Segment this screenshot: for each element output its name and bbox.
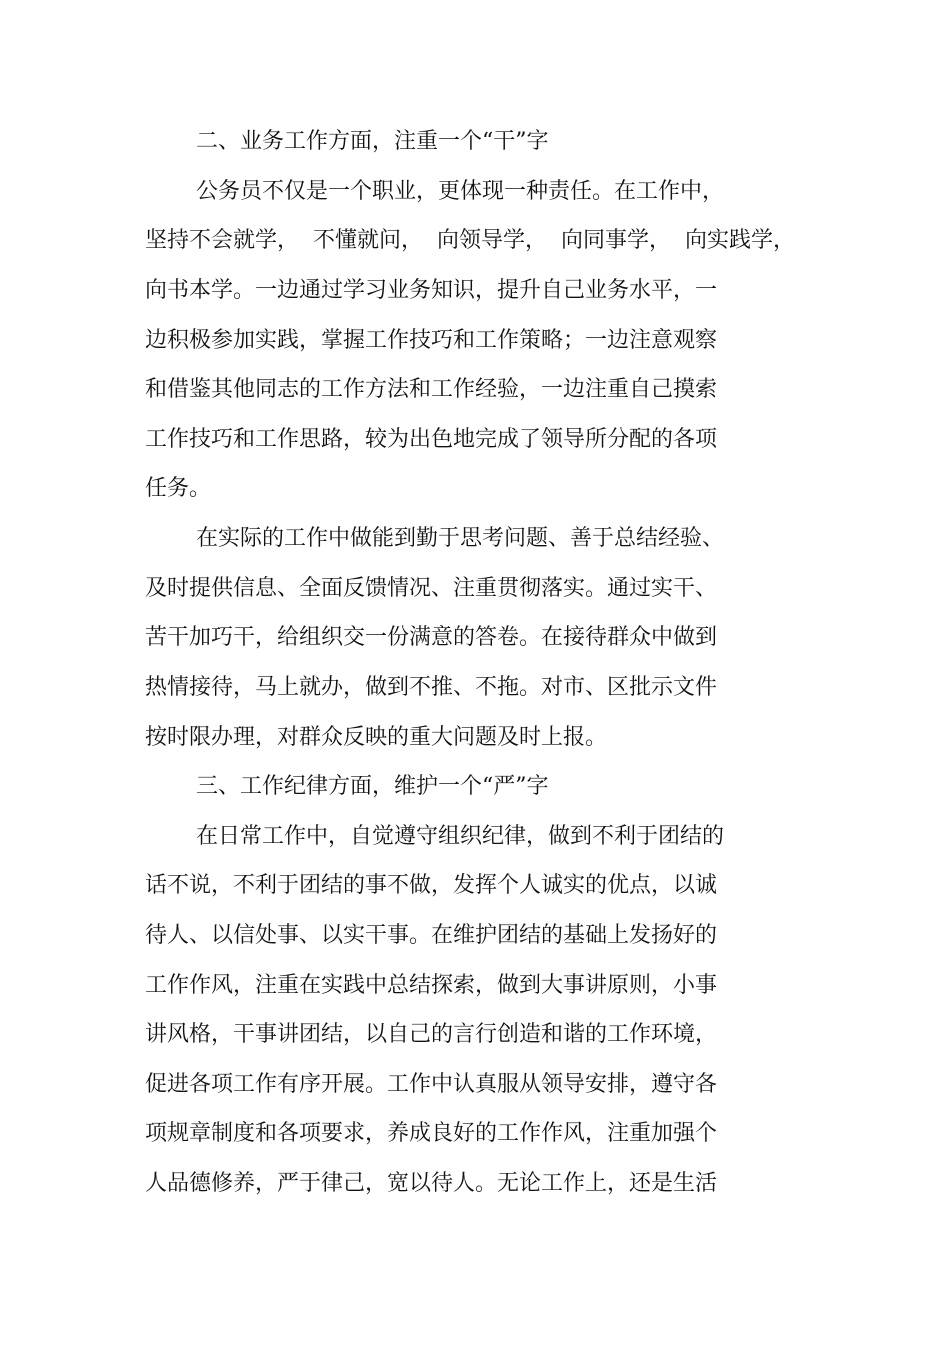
paragraph-line: 工作作风，注重在实践中总结探索，做到大事讲原则，小事 xyxy=(145,973,718,998)
paragraph-line: 及时提供信息、全面反馈情况、注重贯彻落实。通过实干、 xyxy=(145,576,718,601)
paragraph-line: 苦干加巧干，给组织交一份满意的答卷。在接待群众中做到 xyxy=(145,625,718,650)
paragraph-line: 向书本学。一边通过学习业务知识，提升自己业务水平，一 xyxy=(145,278,718,303)
paragraph-line: 工作技巧和工作思路，较为出色地完成了领导所分配的各项 xyxy=(145,427,718,452)
section-heading-business: 二、业务工作方面，注重一个“干”字 xyxy=(196,129,549,154)
paragraph-line: 讲风格，干事讲团结，以自己的言行创造和谐的工作环境， xyxy=(145,1022,718,1047)
paragraph-line: 在日常工作中，自觉遵守组织纪律，做到不利于团结的 xyxy=(196,824,725,849)
paragraph-line: 在实际的工作中做能到勤于思考问题、善于总结经验、 xyxy=(196,526,725,551)
paragraph-line: 任务。 xyxy=(145,476,212,501)
paragraph-line: 话不说，不利于团结的事不做，发挥个人诚实的优点，以诚 xyxy=(145,873,718,898)
paragraph-line: 项规章制度和各项要求，养成良好的工作作风，注重加强个 xyxy=(145,1121,718,1146)
paragraph-line: 按时限办理，对群众反映的重大问题及时上报。 xyxy=(145,725,608,750)
paragraph-line: 公务员不仅是一个职业，更体现一种责任。在工作中， xyxy=(196,179,725,204)
paragraph-line: 边积极参加实践，掌握工作技巧和工作策略；一边注意观察 xyxy=(145,328,718,353)
paragraph-line: 待人、以信处事、以实干事。在维护团结的基础上发扬好的 xyxy=(145,923,718,948)
paragraph-line: 坚持不会就学， 不懂就问， 向领导学， 向同事学， 向实践学， xyxy=(145,228,795,253)
section-heading-discipline: 三、工作纪律方面，维护一个“严”字 xyxy=(196,774,549,799)
paragraph-line: 热情接待，马上就办，做到不推、不拖。对市、区批示文件 xyxy=(145,675,718,700)
paragraph-line: 和借鉴其他同志的工作方法和工作经验，一边注重自己摸索 xyxy=(145,377,718,402)
paragraph-line: 人品德修养，严于律己，宽以待人。无论工作上，还是生活 xyxy=(145,1171,718,1196)
paragraph-line: 促进各项工作有序开展。工作中认真服从领导安排，遵守各 xyxy=(145,1072,718,1097)
